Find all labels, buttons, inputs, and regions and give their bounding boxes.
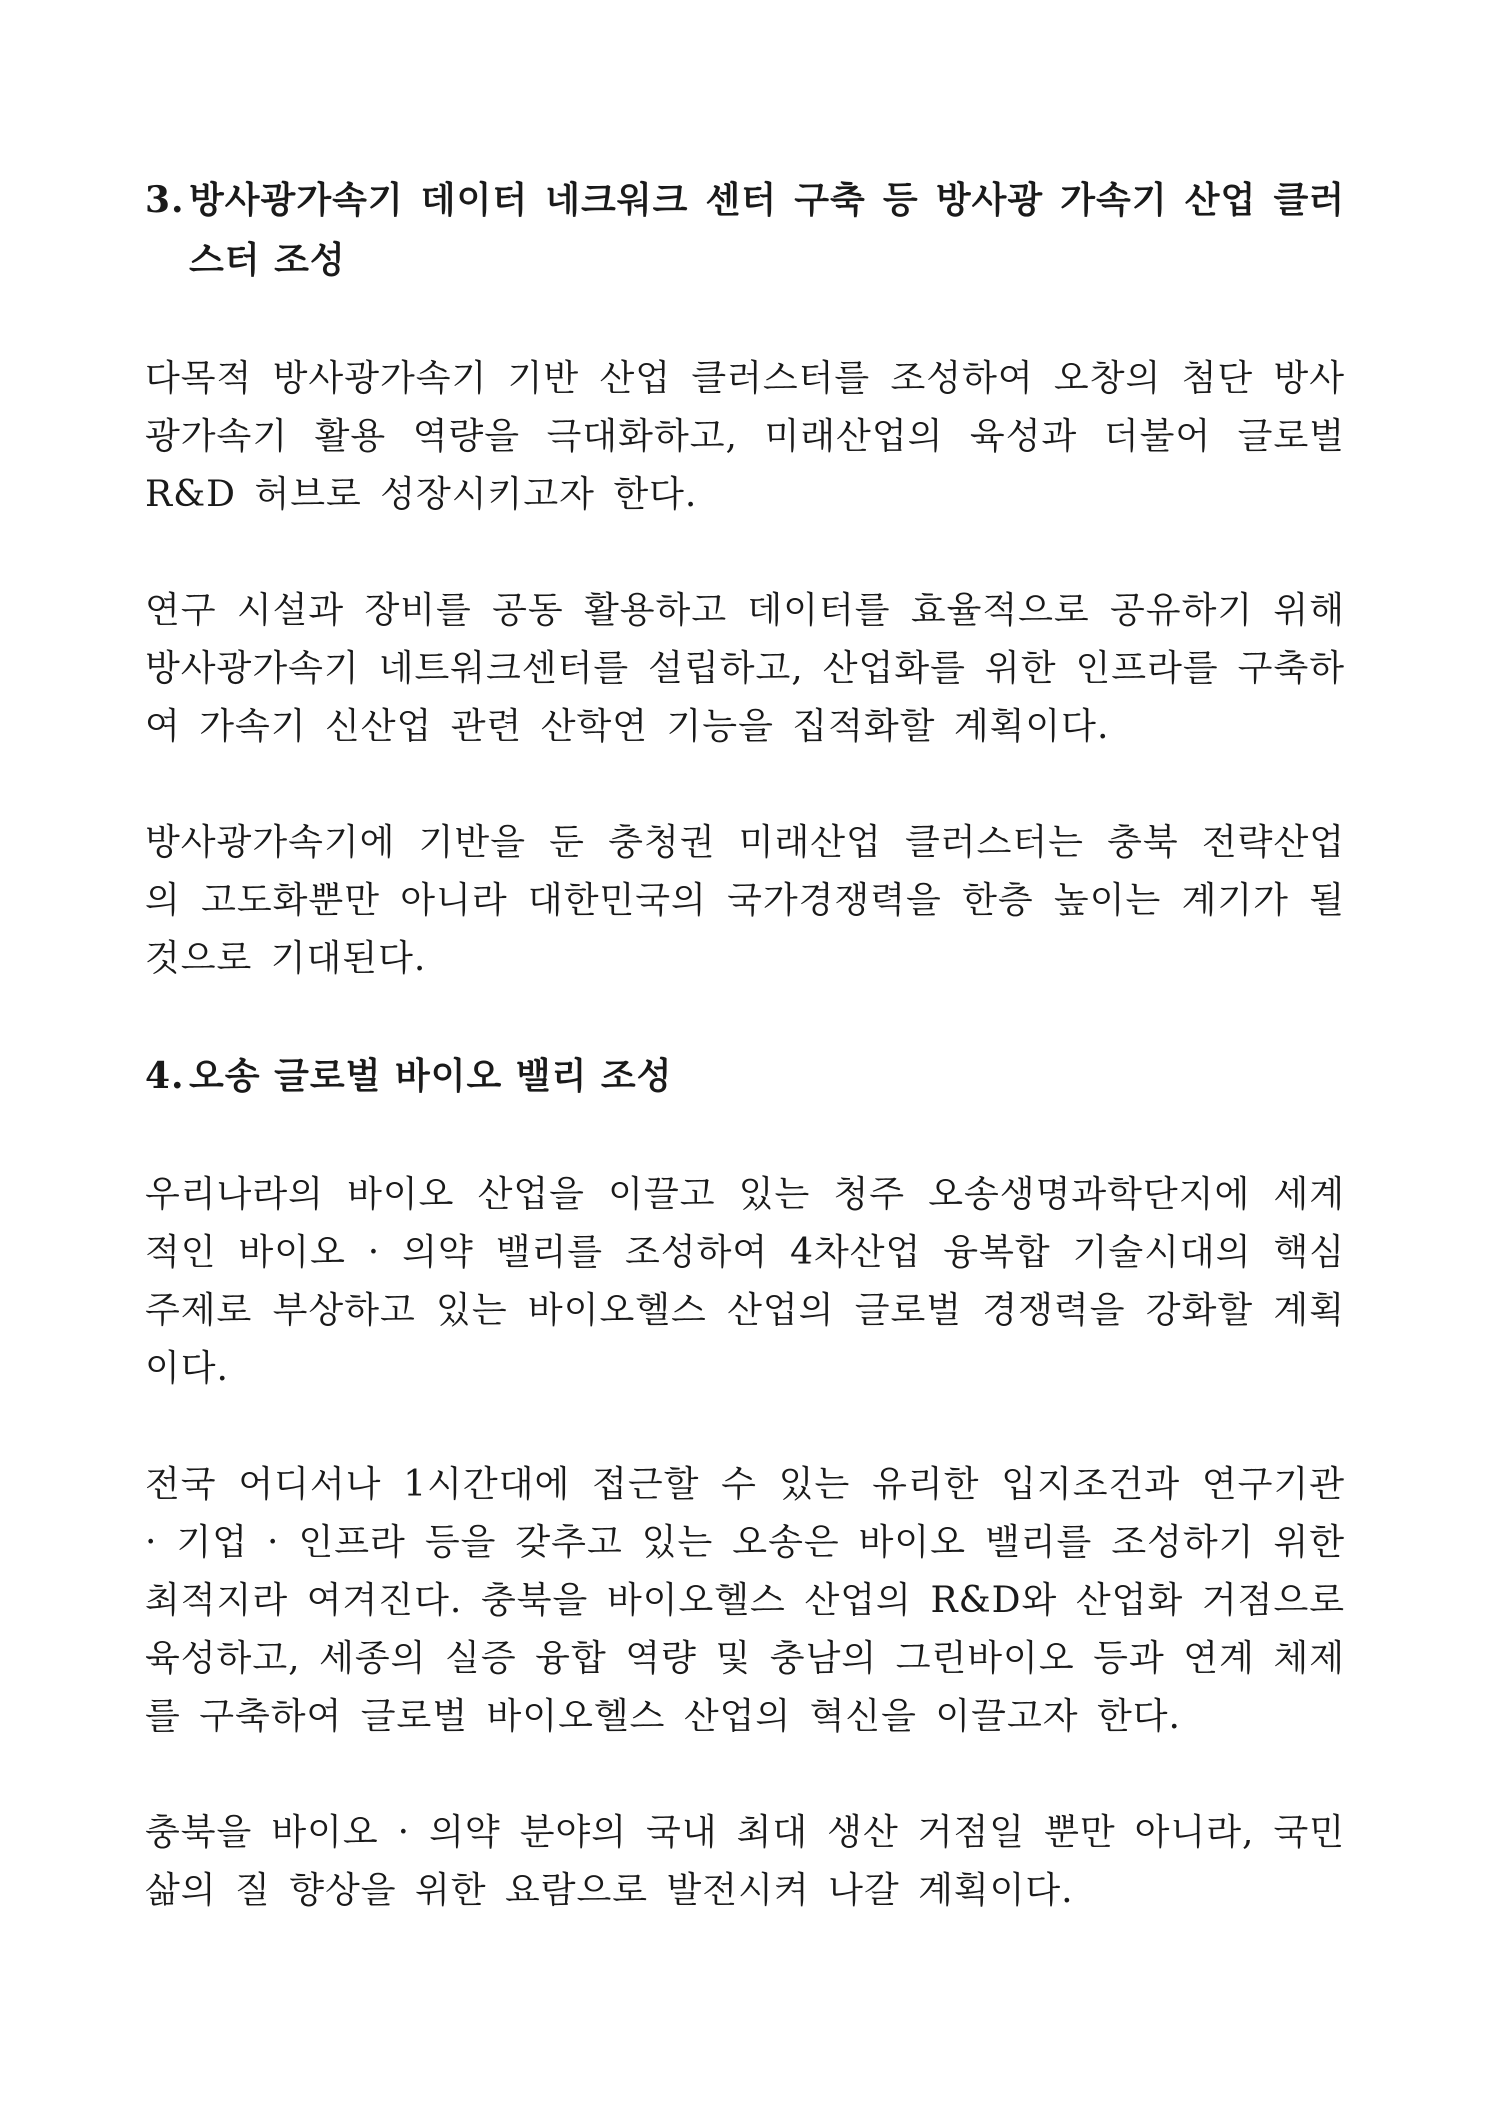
section-3-paragraph-1: 다목적 방사광가속기 기반 산업 클러스터를 조성하여 오창의 첨단 방사광가속기 활용 역량을 극대화하고, 미래산업의 육성과 더불어 글로벌 R&D 허브로 성장시키고자 한다. (145, 358, 1345, 515)
section-4-paragraph-1: 우리나라의 바이오 산업을 이끌고 있는 청주 오송생명과학단지에 세계적인 바이오 · 의약 밸리를 조성하여 4차산업 융복합 기술시대의 핵심 주제로 부상하고 있는 바이오헬스 산업의 글로벌 경쟁력을 강화할 계획이다. (145, 1174, 1345, 1389)
section-4-paragraph-3: 충북을 바이오 · 의약 분야의 국내 최대 생산 거점일 뿐만 아니라, 국민 삶의 질 향상을 위한 요람으로 발전시켜 나갈 계획이다. (145, 1812, 1345, 1911)
document-page (145, 170, 1345, 1978)
section-4-heading (145, 1046, 1345, 1106)
section-4-paragraph-2: 전국 어디서나 1시간대에 접근할 수 있는 유리한 입지조건과 연구기관 · 기업 · 인프라 등을 갖추고 있는 오송은 바이오 밸리를 조성하기 위한 최적지라 여겨진다. 충북을 바이오헬스 산업의 R&D와 산업화 거점으로 육성하고, 세종의 실증 융합 역량 및 충남의 그린바이오 등과 연계 체제를 구축하여 글로벌 바이오헬스 산업의 혁신을 이끌고자 한다. (145, 1464, 1345, 1737)
section-3-paragraph-2: 연구 시설과 장비를 공동 활용하고 데이터를 효율적으로 공유하기 위해 방사광가속기 네트워크센터를 설립하고, 산업화를 위한 인프라를 구축하여 가속기 신산업 관련 산학연 기능을 집적화할 계획이다. (145, 590, 1345, 747)
section-4-number: 4. (145, 1055, 185, 1097)
section-3-heading (145, 170, 1345, 290)
section-4-title: 오송 글로벌 바이오 밸리 조성 (189, 1055, 673, 1097)
section-3-title: 방사광가속기 데이터 네크워크 센터 구축 등 방사광 가속기 산업 클러스터 조성 (189, 179, 1345, 281)
section-3-number: 3. (145, 179, 185, 221)
section-3-paragraph-3: 방사광가속기에 기반을 둔 충청권 미래산업 클러스터는 충북 전략산업의 고도화뿐만 아니라 대한민국의 국가경쟁력을 한층 높이는 계기가 될 것으로 기대된다. (145, 822, 1345, 979)
